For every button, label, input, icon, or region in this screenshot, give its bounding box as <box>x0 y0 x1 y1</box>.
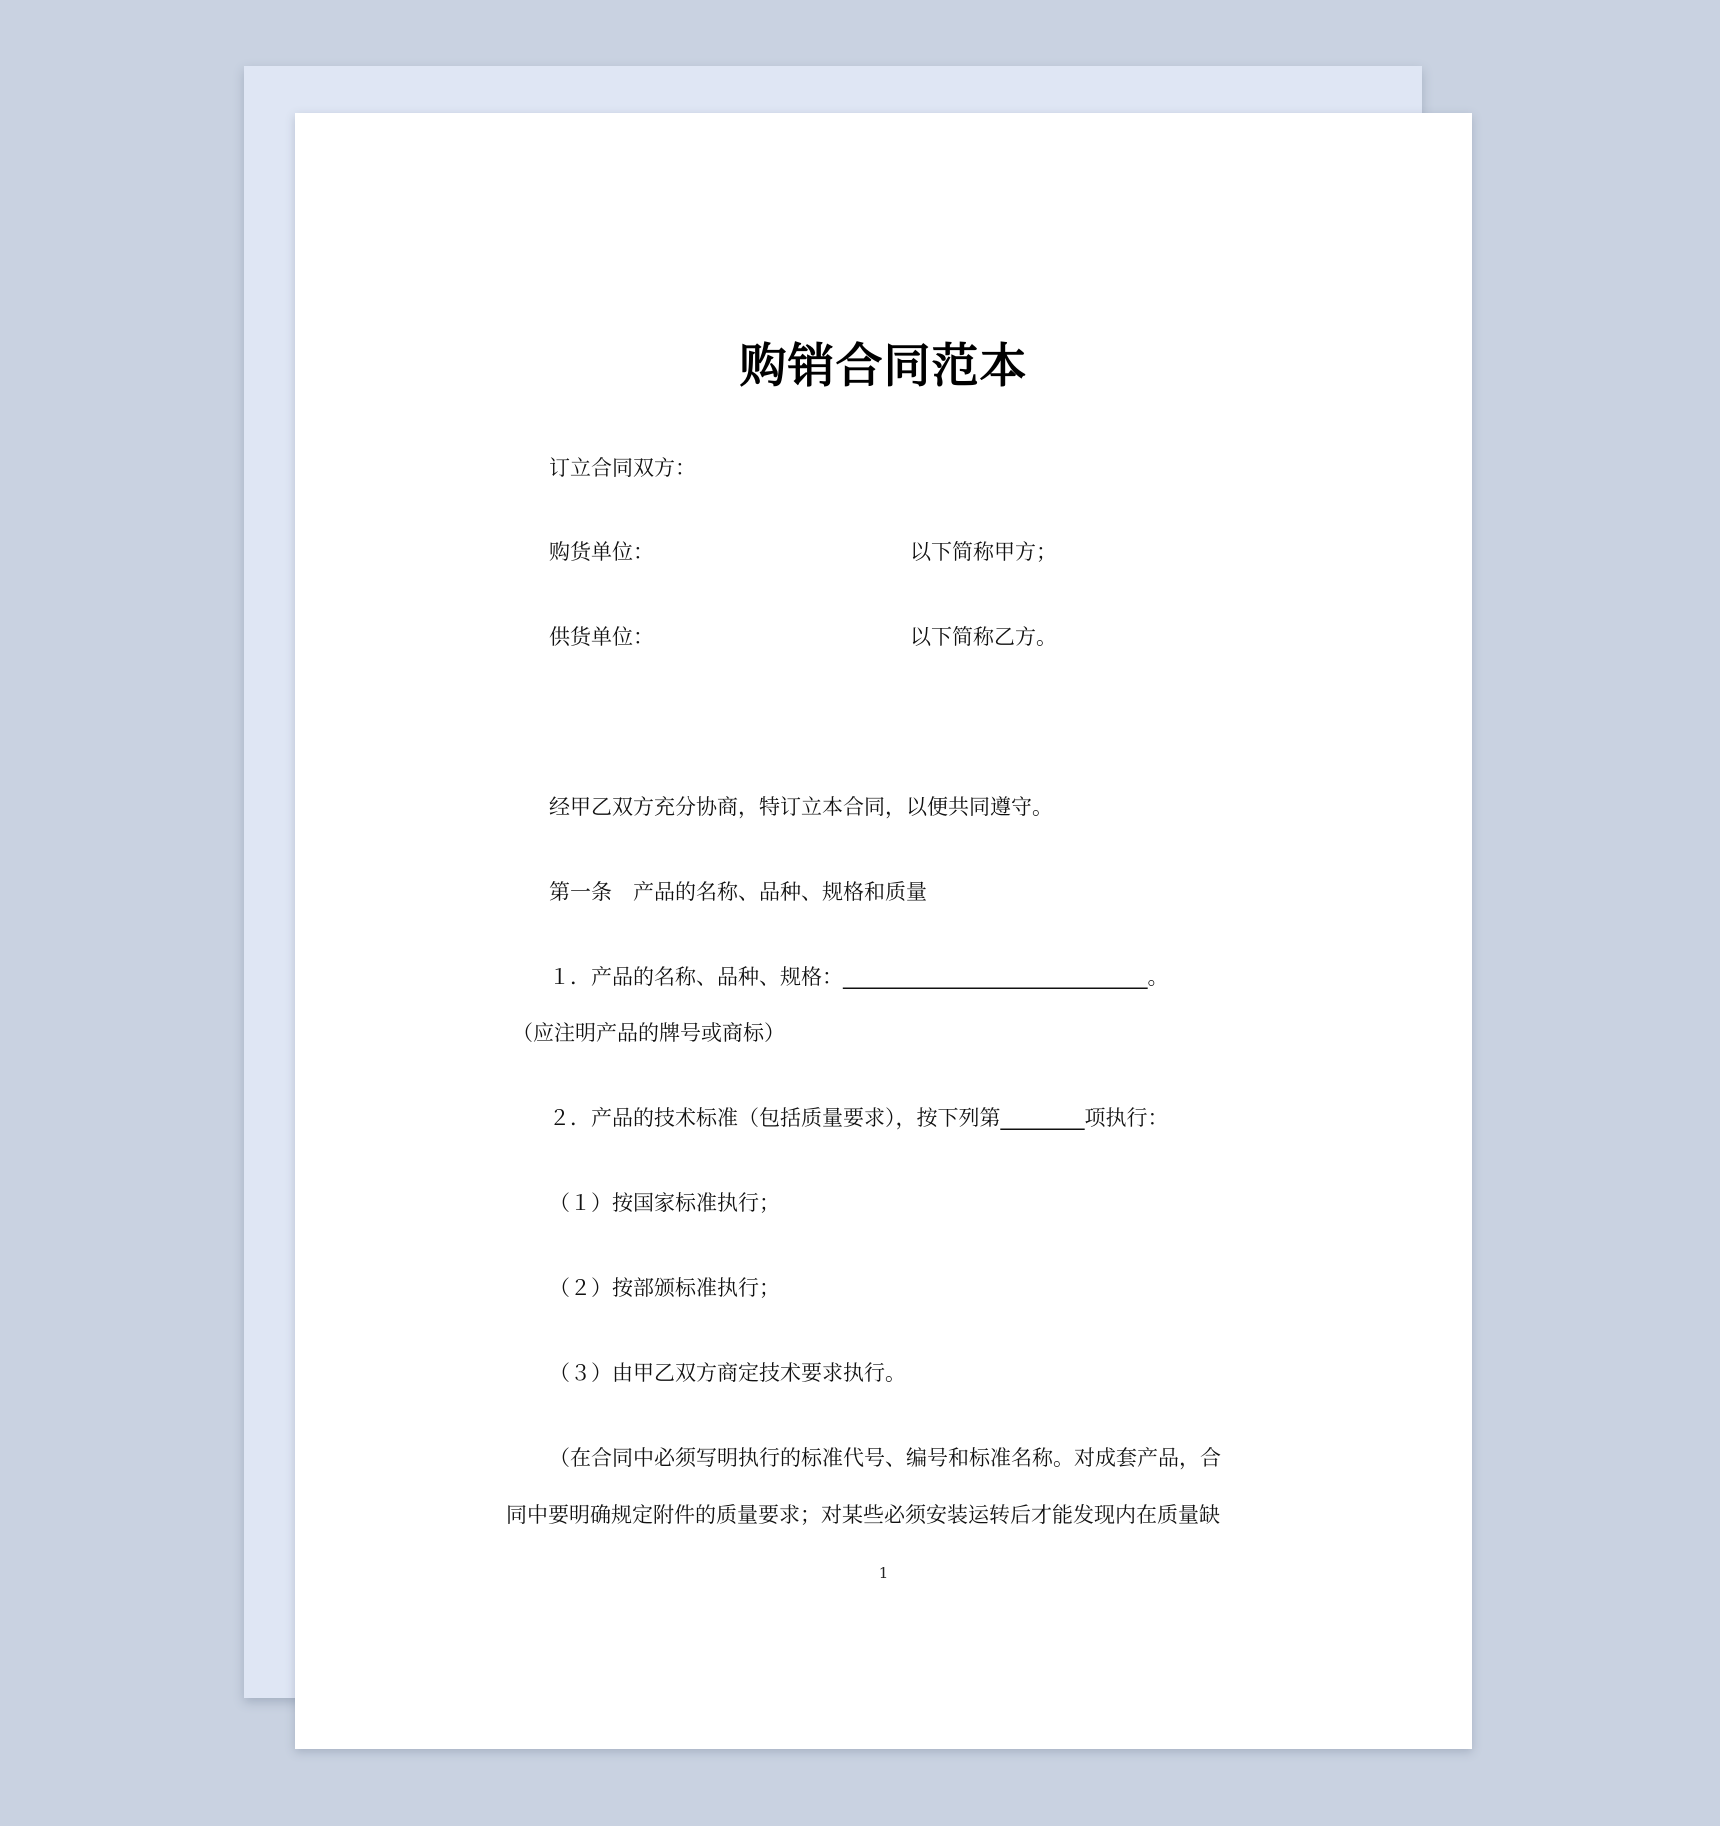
item-1-line: １．产品的名称、品种、规格：_____________________________。 <box>549 965 1169 989</box>
document-page <box>295 113 1472 1749</box>
intro-paragraph: 经甲乙双方充分协商，特订立本合同，以便共同遵守。 <box>549 795 1053 819</box>
note-paragraph-line-2: 同中要明确规定附件的质量要求；对某些必须安装运转后才能发现内在质量缺 <box>506 1503 1220 1527</box>
buyer-label: 购货单位： <box>549 540 654 564</box>
item-2-line: ２．产品的技术标准（包括质量要求），按下列第________项执行： <box>549 1106 1169 1130</box>
standard-option-3: （３）由甲乙双方商定技术要求执行。 <box>549 1361 906 1385</box>
document-title: 购销合同范本 <box>739 339 1028 394</box>
parties-heading: 订立合同双方： <box>549 456 696 480</box>
supplier-label: 供货单位： <box>549 625 654 649</box>
article-1-heading: 第一条 产品的名称、品种、规格和质量 <box>549 880 927 904</box>
note-paragraph-line-1: （在合同中必须写明执行的标准代号、编号和标准名称。对成套产品，合 <box>549 1446 1221 1470</box>
item-1-note: （应注明产品的牌号或商标） <box>512 1021 785 1045</box>
page-number: 1 <box>878 1564 889 1582</box>
supplier-note: 以下简称乙方。 <box>910 625 1057 649</box>
standard-option-2: （２）按部颁标准执行； <box>549 1276 780 1300</box>
buyer-note: 以下简称甲方； <box>910 540 1057 564</box>
standard-option-1: （１）按国家标准执行； <box>549 1191 780 1215</box>
